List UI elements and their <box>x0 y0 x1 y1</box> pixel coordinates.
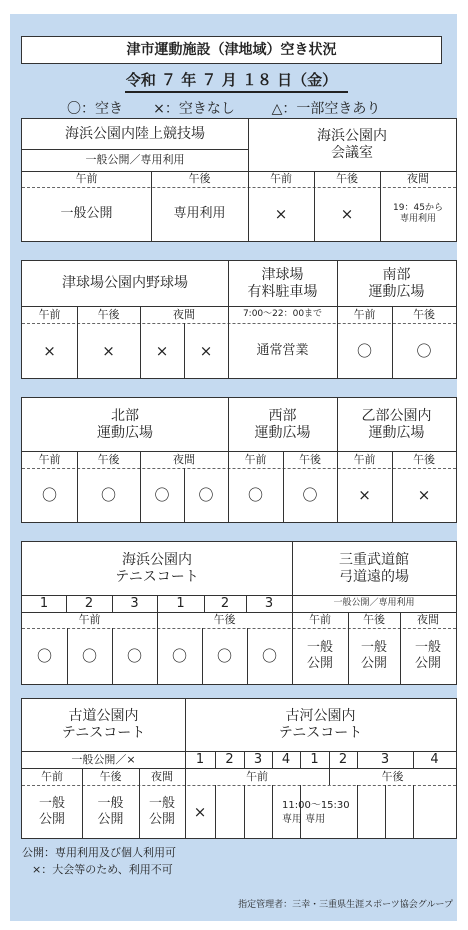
b2-v1: × <box>102 341 115 360</box>
legend-partial: △：一部空きあり <box>271 100 381 117</box>
b5-h1: 午後 <box>99 769 122 783</box>
b5-note: 11:00～15:30 専用 専用 <box>282 800 350 825</box>
b2-v3: × <box>199 341 213 360</box>
b5-v3: × <box>193 802 207 821</box>
b4-court2: 3 <box>130 595 139 611</box>
b2-v4: 通常営業 <box>256 342 309 358</box>
block-4 <box>21 541 457 685</box>
b3-v7: × <box>417 486 431 504</box>
b4-venue1: 海浜公園内 テニスコート <box>115 551 199 585</box>
b3-h0: 午前 <box>38 452 61 466</box>
b3-h2: 夜間 <box>173 452 195 466</box>
b3-v5: 〇 <box>302 486 318 504</box>
b4-h4: 夜間 <box>417 613 439 627</box>
b3-h1: 午後 <box>97 452 120 466</box>
b2-v6: 〇 <box>416 341 432 360</box>
date-underline <box>125 91 348 93</box>
b5-v1: 一般 公開 <box>97 795 124 827</box>
b3-v3: 〇 <box>198 486 214 504</box>
b1-h4: 夜間 <box>407 172 429 186</box>
b5-venue1: 古道公園内 テニスコート <box>61 708 146 741</box>
b5-court7: 4 <box>430 751 439 767</box>
b3-h6: 午後 <box>413 452 435 466</box>
b2-v5: 〇 <box>356 341 372 360</box>
b1-h0: 午前 <box>75 172 98 186</box>
note-public: 公開：専用利用及び個人利用可 <box>22 846 176 859</box>
b5-venue2: 古河公園内 テニスコート <box>278 708 363 741</box>
b1-v0: 一般公開 <box>60 206 113 222</box>
b5-venue1-sub: 一般公開／× <box>71 752 136 766</box>
block-3 <box>21 397 457 523</box>
b3-venue3: 乙部公園内 運動広場 <box>361 407 432 441</box>
b4-v5: 〇 <box>261 647 277 665</box>
b5-court0: 1 <box>195 751 205 767</box>
b4-v6: 一般 公開 <box>306 640 333 671</box>
note-unavailable: ×：大会等のため、利用不可 <box>32 863 173 876</box>
b5-h2: 夜間 <box>151 769 173 783</box>
b5-v2: 一般 公開 <box>148 795 175 827</box>
manager-credit: 指定管理者：三幸・三重県生涯スポーツ協会グループ <box>238 900 453 910</box>
b3-h4: 午後 <box>299 452 321 466</box>
b2-venue2: 津球場 有料駐車場 <box>247 266 318 300</box>
b3-v0: 〇 <box>41 486 57 504</box>
block-5 <box>21 698 457 839</box>
b3-venue2: 西部 運動広場 <box>254 407 311 441</box>
b2-v0: × <box>43 341 56 360</box>
b5-h3: 午前 <box>246 769 268 783</box>
block-1 <box>21 118 457 242</box>
block-2 <box>21 260 457 379</box>
b3-h5: 午前 <box>353 452 376 466</box>
legend-full: ×：空きなし <box>153 100 235 117</box>
b2-h5: 午後 <box>413 307 435 321</box>
b2-h3: 7:00～22：00まで <box>242 309 323 320</box>
b2-venue3: 南部 運動広場 <box>368 266 425 300</box>
b1-v4: 19：45から 専用利用 <box>393 203 443 224</box>
b4-v0: 〇 <box>36 647 52 665</box>
b5-h0: 午前 <box>41 769 63 783</box>
b1-venue2: 海浜公園内 会議室 <box>317 128 387 161</box>
b4-v3: 〇 <box>171 647 187 665</box>
b4-h3: 午後 <box>363 613 385 627</box>
b4-h0: 午前 <box>78 613 101 627</box>
b1-h1: 午後 <box>188 172 211 186</box>
b4-v8: 一般 公開 <box>414 640 441 671</box>
b2-h2: 夜間 <box>173 307 195 321</box>
b1-v1: 専用利用 <box>173 206 226 222</box>
b5-court2: 3 <box>253 751 263 767</box>
b2-v2: × <box>155 341 169 360</box>
b3-v2: 〇 <box>154 486 170 504</box>
b4-court1: 2 <box>84 595 94 611</box>
b4-h2: 午前 <box>309 613 331 627</box>
b2-h1: 午後 <box>97 307 120 321</box>
legend-open: 〇：空き <box>67 100 123 117</box>
b4-h1: 午後 <box>213 613 236 627</box>
b5-court3: 4 <box>281 751 291 767</box>
b1-venue1: 海浜公園内陸上競技場 <box>65 125 205 142</box>
page-title: 津市運動施設（津地域）空き状況 <box>126 41 337 58</box>
b4-v7: 一般 公開 <box>360 640 387 671</box>
date-heading: 令和 ７ 年 ７ 月 １８ 日（金） <box>125 71 338 89</box>
b5-court6: 3 <box>380 751 390 767</box>
b1-venue1-sub: 一般公開／専用利用 <box>85 153 185 167</box>
b4-court3: 1 <box>176 595 185 611</box>
b2-h4: 午前 <box>353 307 376 321</box>
b4-court4: 2 <box>220 595 230 611</box>
b4-court0: 1 <box>39 595 49 611</box>
b4-v2: 〇 <box>126 647 142 665</box>
b1-v3: × <box>340 205 354 223</box>
b5-court4: 1 <box>310 751 319 767</box>
b4-v1: 〇 <box>81 647 97 665</box>
b1-h2: 午前 <box>270 172 292 186</box>
b2-venue1: 津球場公園内野球場 <box>62 275 188 292</box>
b3-h3: 午前 <box>244 452 267 466</box>
b3-v1: 〇 <box>100 486 116 504</box>
b4-court5: 3 <box>264 595 274 611</box>
b3-v6: × <box>358 486 371 504</box>
b4-venue2-sub: 一般公開／専用利用 <box>333 598 415 609</box>
b2-h0: 午前 <box>38 307 61 321</box>
b1-h3: 午後 <box>336 172 358 186</box>
b5-court5: 2 <box>338 751 348 767</box>
b4-venue2: 三重武道館 弓道遠的場 <box>339 551 409 585</box>
b5-court1: 2 <box>225 751 234 767</box>
b5-h4: 午後 <box>381 769 404 783</box>
b1-v2: × <box>274 205 288 223</box>
b4-v4: 〇 <box>216 647 232 665</box>
b3-venue1: 北部 運動広場 <box>97 407 153 441</box>
b5-v0: 一般 公開 <box>38 795 65 827</box>
b3-v4: 〇 <box>247 486 263 504</box>
